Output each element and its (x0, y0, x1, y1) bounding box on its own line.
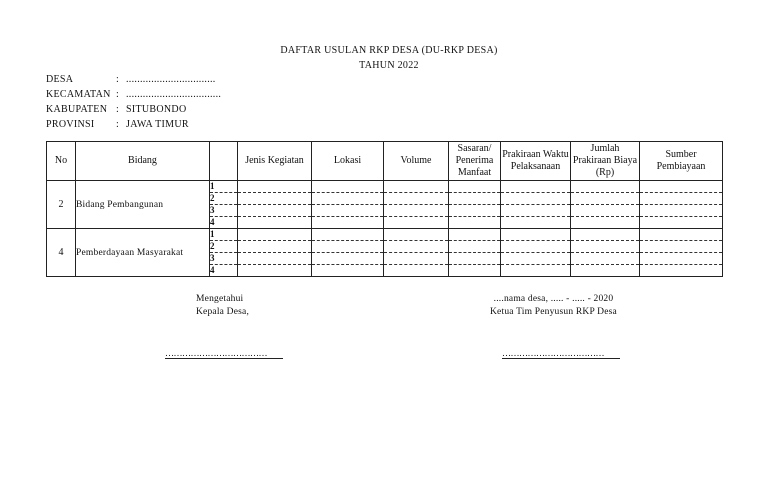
item-number: 1 (210, 229, 238, 241)
signature-left (196, 293, 249, 319)
cell-sasaran[interactable] (449, 217, 501, 229)
cell-volume[interactable] (384, 241, 449, 253)
cell-waktu[interactable] (501, 205, 571, 217)
info-separator: : (116, 104, 120, 115)
info-label: PROVINSI (46, 119, 95, 130)
proposal-table (46, 141, 723, 277)
item-number: 4 (210, 217, 238, 229)
info-row-desa (46, 72, 221, 87)
header-biaya: Jumlah Prakiraan Biaya (Rp) (571, 142, 640, 181)
cell-volume[interactable] (384, 181, 449, 193)
cell-sumber[interactable] (640, 265, 723, 277)
header-jenis-kegiatan: Jenis Kegiatan (238, 142, 312, 181)
cell-lokasi[interactable] (312, 193, 384, 205)
info-label: KECAMATAN (46, 89, 111, 100)
header-bidang: Bidang (76, 142, 210, 181)
cell-waktu[interactable] (501, 229, 571, 241)
document-year: TAHUN 2022 (359, 60, 419, 71)
table-header-row (47, 142, 723, 181)
table-row (47, 181, 723, 193)
info-row-kabupaten (46, 102, 221, 117)
cell-biaya[interactable] (571, 229, 640, 241)
info-row-kecamatan (46, 87, 221, 102)
signature-left-line2: Kepala Desa, (196, 307, 250, 317)
header-lokasi: Lokasi (312, 142, 384, 181)
cell-waktu[interactable] (501, 181, 571, 193)
cell-volume[interactable] (384, 205, 449, 217)
cell-volume[interactable] (384, 193, 449, 205)
row-number: 4 (47, 229, 76, 277)
cell-waktu[interactable] (501, 193, 571, 205)
signature-line-right: ……………………………… (502, 348, 620, 359)
cell-sasaran[interactable] (449, 205, 501, 217)
cell-sasaran[interactable] (449, 181, 501, 193)
info-row-provinsi (46, 117, 221, 132)
cell-lokasi[interactable] (312, 253, 384, 265)
cell-biaya[interactable] (571, 181, 640, 193)
cell-sasaran[interactable] (449, 193, 501, 205)
row-bidang: Pemberdayaan Masyarakat (76, 229, 210, 277)
info-block (46, 72, 221, 132)
item-number: 1 (210, 181, 238, 193)
header-sasaran: Sasaran/ Penerima Manfaat (449, 142, 501, 181)
header-blank (210, 142, 238, 181)
signature-left-line1: Mengetahui (196, 294, 244, 304)
signature-line-left: ……………………………… (165, 348, 283, 359)
cell-biaya[interactable] (571, 265, 640, 277)
cell-lokasi[interactable] (312, 241, 384, 253)
cell-sumber[interactable] (640, 181, 723, 193)
cell-sumber[interactable] (640, 205, 723, 217)
cell-sumber[interactable] (640, 193, 723, 205)
item-number: 3 (210, 253, 238, 265)
cell-sasaran[interactable] (449, 241, 501, 253)
item-number: 4 (210, 265, 238, 277)
cell-jenis[interactable] (238, 181, 312, 193)
cell-sumber[interactable] (640, 241, 723, 253)
cell-volume[interactable] (384, 265, 449, 277)
info-label: KABUPATEN (46, 104, 108, 115)
header-sumber: Sumber Pembiayaan (640, 142, 723, 181)
cell-sumber[interactable] (640, 217, 723, 229)
header-waktu: Prakiraan Waktu Pelaksanaan (501, 142, 571, 181)
info-separator: : (116, 119, 120, 130)
cell-waktu[interactable] (501, 241, 571, 253)
info-value: ................................ (126, 74, 216, 85)
cell-jenis[interactable] (238, 229, 312, 241)
cell-jenis[interactable] (238, 265, 312, 277)
signature-right (490, 293, 617, 319)
header-volume: Volume (384, 142, 449, 181)
cell-lokasi[interactable] (312, 229, 384, 241)
info-separator: : (116, 89, 120, 100)
cell-sasaran[interactable] (449, 265, 501, 277)
cell-jenis[interactable] (238, 253, 312, 265)
cell-biaya[interactable] (571, 217, 640, 229)
info-value: SITUBONDO (126, 104, 187, 115)
cell-sumber[interactable] (640, 229, 723, 241)
cell-biaya[interactable] (571, 193, 640, 205)
cell-lokasi[interactable] (312, 265, 384, 277)
row-number: 2 (47, 181, 76, 229)
cell-sasaran[interactable] (449, 253, 501, 265)
row-bidang: Bidang Pembangunan (76, 181, 210, 229)
cell-sumber[interactable] (640, 253, 723, 265)
table-row (47, 229, 723, 241)
cell-lokasi[interactable] (312, 181, 384, 193)
signature-right-line1: ....nama desa, ..... - ..... - 2020 (493, 294, 614, 304)
cell-biaya[interactable] (571, 241, 640, 253)
item-number: 2 (210, 241, 238, 253)
info-value: .................................. (126, 89, 222, 100)
cell-biaya[interactable] (571, 253, 640, 265)
document-title: DAFTAR USULAN RKP DESA (DU-RKP DESA) (280, 45, 498, 56)
cell-jenis[interactable] (238, 217, 312, 229)
item-number: 2 (210, 193, 238, 205)
cell-volume[interactable] (384, 217, 449, 229)
cell-jenis[interactable] (238, 193, 312, 205)
info-value: JAWA TIMUR (126, 119, 189, 130)
cell-lokasi[interactable] (312, 205, 384, 217)
info-separator: : (116, 74, 120, 85)
item-number: 3 (210, 205, 238, 217)
header-no: No (47, 142, 76, 181)
cell-volume[interactable] (384, 253, 449, 265)
cell-waktu[interactable] (501, 265, 571, 277)
cell-volume[interactable] (384, 229, 449, 241)
cell-biaya[interactable] (571, 205, 640, 217)
cell-sasaran[interactable] (449, 229, 501, 241)
cell-waktu[interactable] (501, 253, 571, 265)
signature-right-line2: Ketua Tim Penyusun RKP Desa (490, 307, 617, 317)
cell-jenis[interactable] (238, 205, 312, 217)
info-label: DESA (46, 74, 74, 85)
cell-lokasi[interactable] (312, 217, 384, 229)
cell-jenis[interactable] (238, 241, 312, 253)
cell-waktu[interactable] (501, 217, 571, 229)
